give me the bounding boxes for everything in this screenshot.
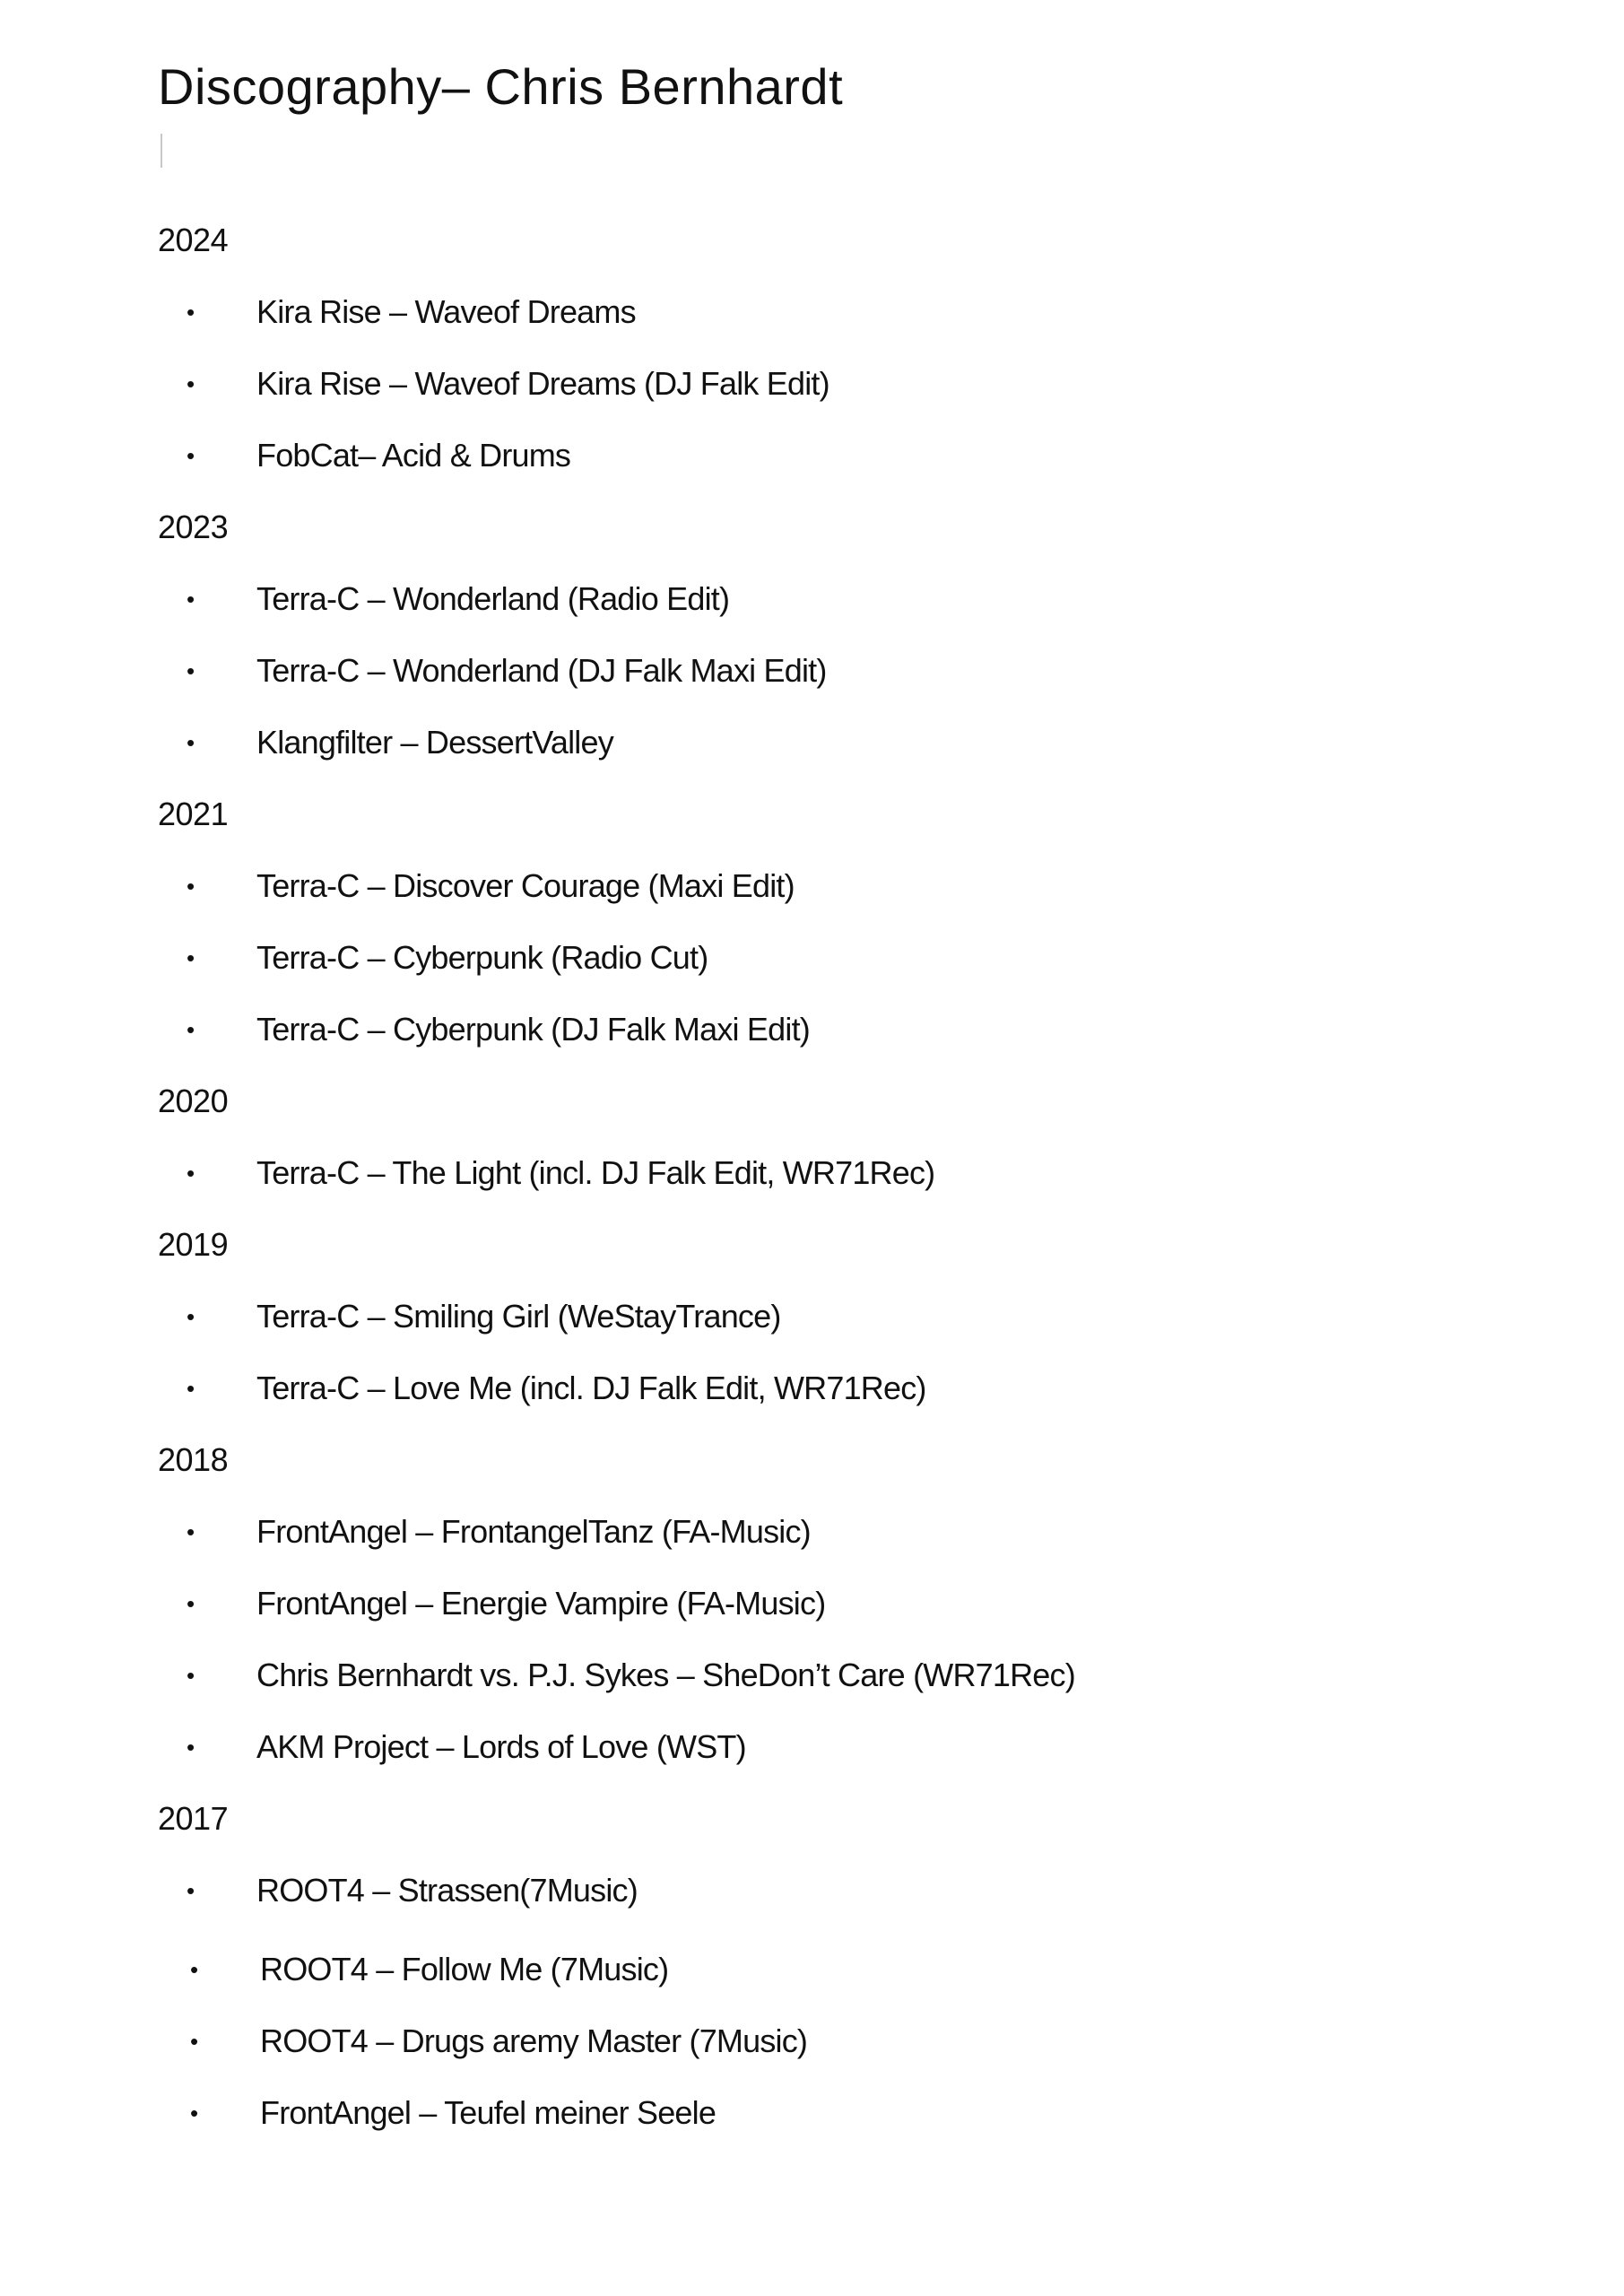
release-item [158, 859, 1503, 931]
release-item [158, 1505, 1503, 1577]
bullet-icon: • [187, 442, 195, 469]
bullet-icon: • [187, 1016, 195, 1043]
release-title: Terra-C – The Light (incl. DJ Falk Edit, WR71Rec) [256, 1154, 935, 1191]
year-section-2017 [158, 1792, 1503, 2158]
release-title: Terra-C – Wonderland (Radio Edit) [256, 580, 730, 617]
bullet-icon: • [187, 1160, 195, 1187]
page-title: Discography– Chris Bernhardt [158, 58, 844, 115]
release-item [158, 285, 1503, 357]
release-item [158, 1864, 1503, 1935]
bullet-icon: • [187, 299, 195, 326]
bullet-icon: • [190, 2100, 198, 2126]
release-title: Terra-C – Wonderland (DJ Falk Maxi Edit) [256, 652, 827, 689]
year-heading: 2021 [158, 796, 229, 832]
release-list [158, 1505, 1503, 1792]
release-title: Terra-C – Discover Courage (Maxi Edit) [256, 867, 795, 904]
release-list [158, 859, 1503, 1074]
bullet-icon: • [187, 1518, 195, 1545]
bullet-icon: • [187, 873, 195, 900]
text-cursor-mark [161, 134, 162, 168]
year-section-2018 [158, 1433, 1503, 1792]
release-item [158, 716, 1503, 787]
release-item [158, 1648, 1503, 1720]
release-item [158, 2014, 1503, 2086]
release-item [158, 644, 1503, 716]
release-title: Terra-C – Cyberpunk (DJ Falk Maxi Edit) [256, 1011, 810, 1048]
release-list [158, 1290, 1503, 1433]
release-item [158, 429, 1503, 500]
release-list [158, 1146, 1503, 1218]
year-heading: 2023 [158, 509, 229, 545]
bullet-icon: • [190, 2028, 198, 2055]
release-title: Terra-C – Cyberpunk (Radio Cut) [256, 939, 708, 976]
release-title: Terra-C – Smiling Girl (WeStayTrance) [256, 1298, 781, 1335]
release-item [158, 357, 1503, 429]
year-heading: 2020 [158, 1083, 229, 1119]
release-item [158, 1290, 1503, 1361]
release-item [158, 1361, 1503, 1433]
year-heading: 2019 [158, 1226, 229, 1263]
bullet-icon: • [187, 1590, 195, 1617]
bullet-icon: • [187, 586, 195, 613]
release-item [158, 1146, 1503, 1218]
year-heading: 2017 [158, 1800, 229, 1837]
year-section-2021 [158, 787, 1503, 1074]
release-title: FrontAngel – Energie Vampire (FA-Music) [256, 1585, 826, 1622]
bullet-icon: • [187, 729, 195, 756]
release-title: ROOT4 – Strassen(7Music) [256, 1872, 638, 1909]
release-title: Kira Rise – Waveof Dreams [256, 293, 636, 330]
bullet-icon: • [187, 1375, 195, 1402]
release-title: FobCat– Acid & Drums [256, 437, 571, 474]
discography-list [158, 213, 1503, 2158]
release-title: FrontAngel – Teufel meiner Seele [260, 2094, 716, 2131]
year-heading: 2024 [158, 222, 229, 258]
release-item [158, 572, 1503, 644]
bullet-icon: • [187, 657, 195, 684]
release-title: Kira Rise – Waveof Dreams (DJ Falk Edit) [256, 365, 829, 402]
release-title: Terra-C – Love Me (incl. DJ Falk Edit, WR71Rec) [256, 1370, 926, 1406]
release-title: Chris Bernhardt vs. P.J. Sykes – SheDon’t Care (WR71Rec) [256, 1657, 1075, 1693]
release-title: AKM Project – Lords of Love (WST) [256, 1728, 746, 1765]
release-title: ROOT4 – Follow Me (7Music) [260, 1951, 669, 1987]
release-item [158, 1003, 1503, 1074]
bullet-icon: • [187, 370, 195, 397]
release-item [158, 1720, 1503, 1792]
bullet-icon: • [187, 1303, 195, 1330]
release-list [158, 572, 1503, 787]
year-heading: 2018 [158, 1441, 229, 1478]
release-item [158, 1577, 1503, 1648]
release-list [158, 285, 1503, 500]
bullet-icon: • [187, 1734, 195, 1761]
year-section-2020 [158, 1074, 1503, 1218]
release-list [158, 1864, 1503, 2158]
release-title: Klangfilter – DessertValley [256, 724, 613, 761]
bullet-icon: • [187, 1662, 195, 1689]
release-item [158, 2086, 1503, 2158]
bullet-icon: • [187, 1877, 195, 1904]
year-section-2024 [158, 213, 1503, 500]
release-title: ROOT4 – Drugs aremy Master (7Music) [260, 2022, 808, 2059]
release-title: FrontAngel – FrontangelTanz (FA-Music) [256, 1513, 811, 1550]
release-item [158, 1943, 1503, 2014]
bullet-icon: • [187, 944, 195, 971]
bullet-icon: • [190, 1956, 198, 1983]
release-item [158, 931, 1503, 1003]
year-section-2019 [158, 1218, 1503, 1433]
year-section-2023 [158, 500, 1503, 787]
